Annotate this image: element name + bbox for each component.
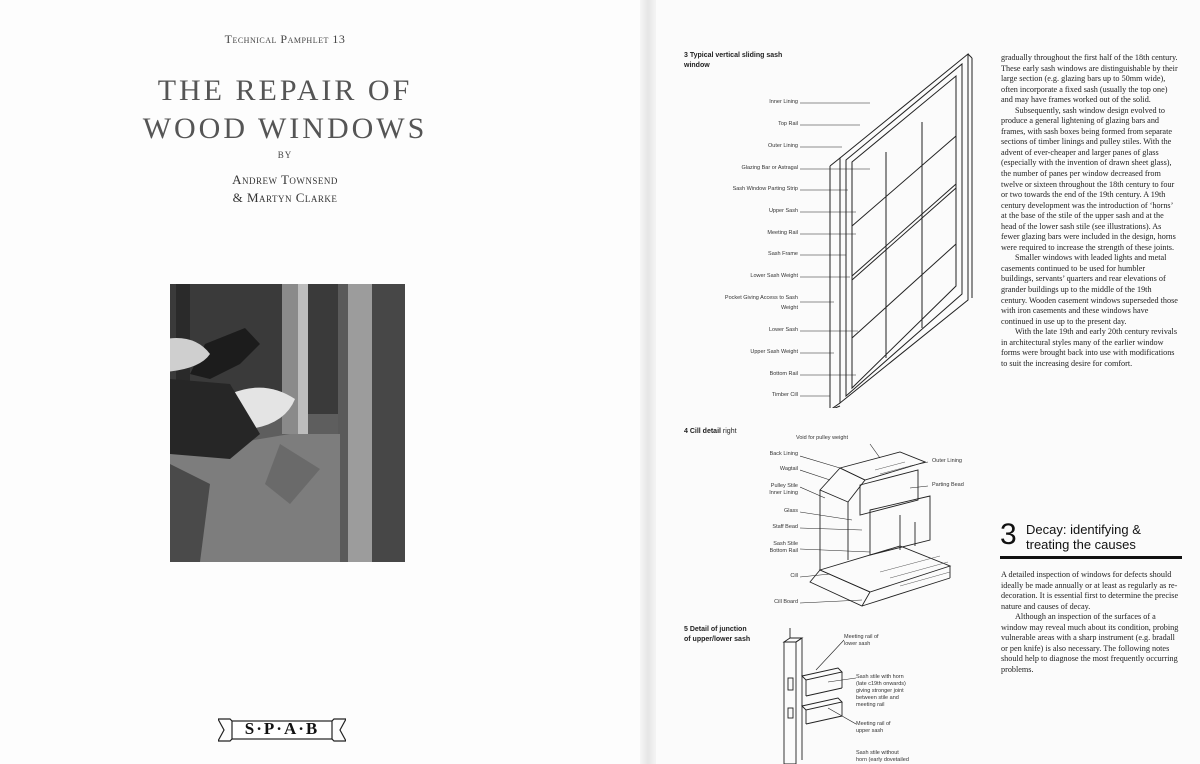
fig4-label: Sash Stile <box>773 541 798 547</box>
body-column-top <box>1001 53 1179 369</box>
fig5-label: Sash stile with horn <box>856 674 904 680</box>
fig3-caption-line1: 3 Typical vertical sliding sash <box>684 52 783 59</box>
fig3-label: Lower Sash <box>768 327 798 333</box>
fig4-label: Cill Board <box>774 599 798 605</box>
sash-window-drawing <box>800 48 990 408</box>
fig4-label: Cill <box>790 573 798 579</box>
fig3-label: Top Rail <box>778 121 798 127</box>
section-number: 3 <box>1000 518 1017 551</box>
section-heading <box>1026 522 1186 552</box>
fig5-label: between stile and <box>856 695 899 701</box>
fig4-label: Glass <box>783 508 798 514</box>
body-column-bottom <box>1001 570 1179 675</box>
fig3-label: Sash Frame <box>768 251 798 257</box>
fig5-caption-line1: 5 Detail of junction <box>684 626 747 633</box>
fig3-label: Upper Sash <box>768 208 798 214</box>
book-gutter <box>640 0 656 764</box>
fig4-label: Back Lining <box>769 451 798 457</box>
fig5-label: Meeting rail of <box>844 634 879 640</box>
paragraph: With the late 19th and early 20th century revivals in architectural styles many of the earlier window forms were brought back into use with modifications to suit the increasing desire for comfort. <box>1001 327 1178 368</box>
fig3-label: Pocket Giving Access to Sash <box>724 295 798 301</box>
series-label: Technical Pamphlet 13 <box>224 32 346 46</box>
fig3-caption <box>684 51 782 71</box>
fig4-label: Pulley Stile <box>770 483 798 489</box>
paragraph: Smaller windows with leaded lights and metal casements continued to be used for humbler buildings, servants’ quarters and rear elevations of grander buildings up to the middle of the 19th century. Wooden casement windows superseded those with iron casements and these windows have continued in use up to the present day. <box>1001 253 1178 326</box>
fig4-top-label: Void for pulley weight <box>796 435 848 441</box>
fig4-caption-suffix: right <box>720 428 737 435</box>
fig5-label: (late c19th onwards) <box>856 681 906 687</box>
fig3-label: Inner Lining <box>769 99 798 105</box>
cill-detail-drawing <box>800 440 960 610</box>
fig5-label: horn (early dovetailed <box>856 757 909 763</box>
fig3-label: Outer Lining <box>768 143 798 149</box>
author-2: & Martyn Clarke <box>232 190 338 205</box>
fig3-label: Timber Cill <box>771 392 798 398</box>
fig5-caption <box>684 625 750 645</box>
fig4-caption-text: 4 Cill detail <box>684 428 721 435</box>
fig3-label: Upper Sash Weight <box>750 349 798 355</box>
author-1: Andrew Townsend <box>232 172 338 187</box>
fig3-label: Bottom Rail <box>769 371 798 377</box>
fig4-label-right: Parting Bead <box>932 482 964 488</box>
section-rule <box>1000 556 1182 559</box>
spab-logo-text: S·P·A·B <box>244 719 320 738</box>
fig3-label: Lower Sash Weight <box>750 273 798 279</box>
cover-photo <box>170 284 405 562</box>
fig3-label: Glazing Bar or Astragal <box>741 165 798 171</box>
fig5-label: upper sash <box>856 728 884 734</box>
fig3-label: Weight <box>780 305 798 311</box>
fig4-label: Bottom Rail <box>769 548 798 554</box>
fig5-caption-line2: of upper/lower sash <box>684 636 751 643</box>
paragraph: Although an inspection of the surfaces of a window may reveal much about its condition, probing vulnerable areas with a sharp instrument (e.g. bradall or pen knife) is also necessary. The following notes should help to diagnose the most frequently occurring problems. <box>1001 612 1179 674</box>
by-label: BY <box>277 150 293 160</box>
title-line-2: WOOD WINDOWS <box>142 112 428 145</box>
fig5-label: Sash stile without <box>856 750 899 756</box>
fig4-label-right: Outer Lining <box>932 458 962 464</box>
fig3-caption-line2: window <box>684 62 710 69</box>
title-line-1: THE REPAIR OF <box>157 74 413 107</box>
fig5-label: giving stronger joint <box>856 688 904 694</box>
paragraph: gradually throughout the first half of the 18th century. These early sash windows are distinguishable by their large section (e.g. glazing bars up to 50mm wide), often incorporate a fixed sash (usually the top one) and may have frames worked out of the solid. <box>1001 53 1178 105</box>
paragraph: Subsequently, sash window design evolved to produce a general lightening of glazing bars and frames, with sash boxes being formed from separate sections of timber linings and pulley stiles. With the advent of ever-cheaper and larger panes of glass (especially with the invention of drawn sheet glass), the number of panes per window decreased from twelve or sixteen throughout the 18th century to four or two towards the end of the 19th century. A 19th century development was the introduction of ‘horns’ at the base of the stile of the upper sash and at the head of the lower sash stile (see illustrations). As fewer glazing bars were included in the design, horns were required to increase the strength of these joints. <box>1001 105 1176 252</box>
fig3-label: Meeting Rail <box>767 230 798 236</box>
page-title <box>80 72 490 148</box>
fig4-label: Staff Bead <box>772 524 798 530</box>
fig4-label: Wagtail <box>779 466 798 472</box>
fig5-label: lower sash <box>844 641 871 647</box>
paragraph: A detailed inspection of windows for defects should ideally be made annually or at least as regularly as re-decoration. It is essential first to determine the precise nature and causes of decay. <box>1001 570 1179 611</box>
section-heading-line2: treating the causes <box>1026 537 1136 552</box>
fig4-caption <box>684 427 737 437</box>
fig3-label: Sash Window Parting Strip <box>732 186 798 192</box>
fig5-label: Meeting rail of <box>856 721 891 727</box>
fig4-label: Inner Lining <box>769 490 798 496</box>
section-heading-line1: Decay: identifying & <box>1026 522 1141 537</box>
junction-detail-drawing <box>776 624 856 764</box>
fig5-label: meeting rail <box>856 702 885 708</box>
